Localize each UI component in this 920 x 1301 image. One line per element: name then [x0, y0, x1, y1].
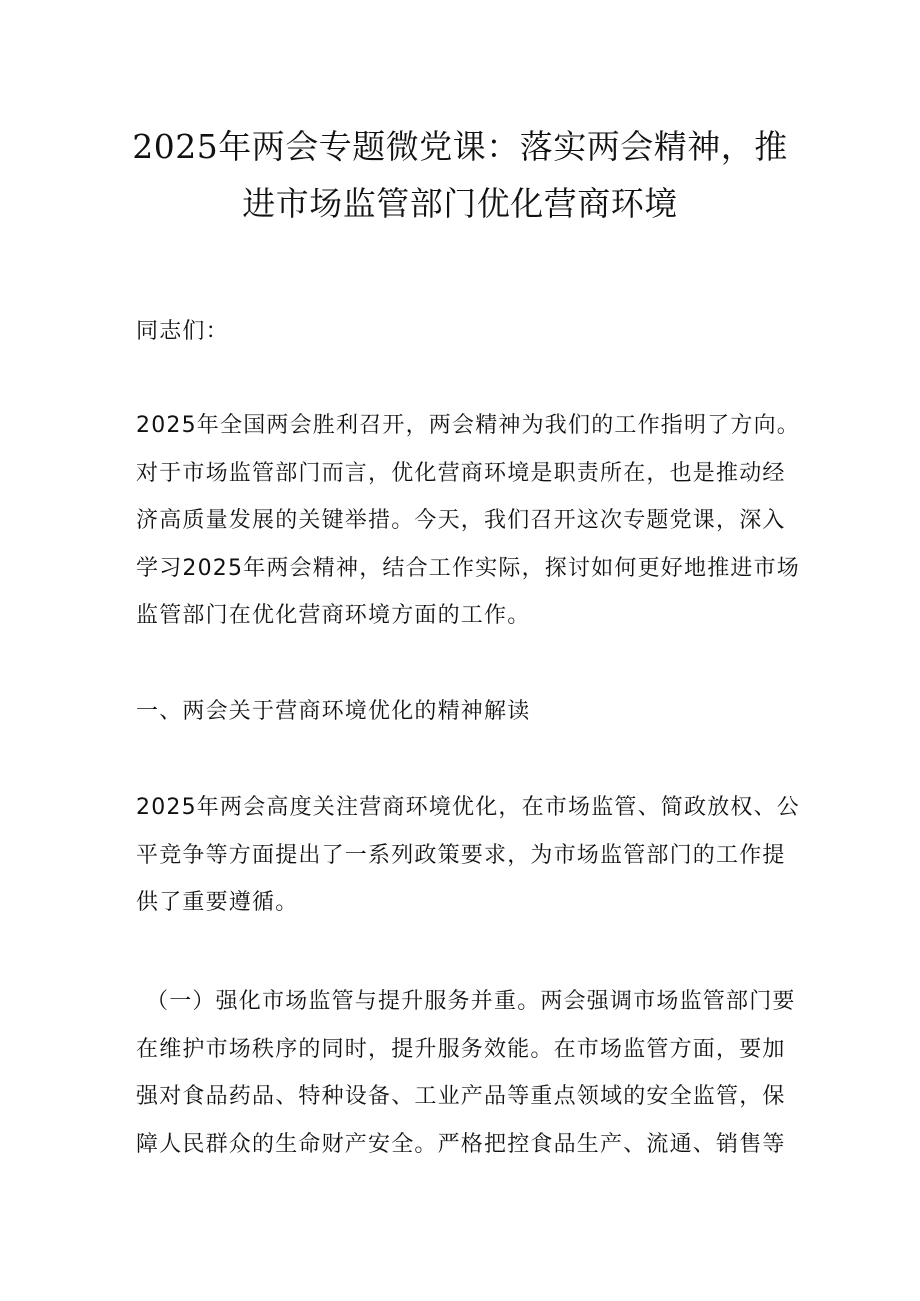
salutation — [136, 312, 796, 352]
paragraph-line: 监管部门在优化营商环境方面的工作。 — [136, 603, 531, 628]
paragraph-line: 学习2025年两会精神，结合工作实际，探讨如何更好地推进市场 — [136, 555, 800, 581]
title-line: 进市场监管部门优化营商环境 — [242, 184, 678, 223]
paragraph-line: 2025年全国两会胜利召开，两会精神为我们的工作指明了方向。 — [136, 413, 800, 438]
paragraph-line: 平竞争等方面提出了一系列政策要求，为市场监管部门的工作提 — [136, 842, 786, 868]
document-title — [120, 118, 800, 232]
paragraph-line: 障人民群众的生命财产安全。严格把控食品生产、流通、销售等 — [136, 1131, 786, 1157]
title-line: 2025年两会专题微党课：落实两会精神，推 — [132, 127, 788, 166]
subsection-paragraph — [136, 978, 796, 1168]
section-heading — [136, 692, 796, 732]
paragraph-line: 对于市场监管部门而言，优化营商环境是职责所在，也是推动经 — [136, 460, 786, 486]
paragraph-line: 2025年两会高度关注营商环境优化，在市场监管、简政放权、公 — [136, 795, 800, 820]
paragraph-line: 济高质量发展的关键举措。今天，我们召开这次专题党课，深入 — [136, 508, 786, 533]
paragraph-line: 在维护市场秩序的同时，提升服务效能。在市场监管方面，要加 — [136, 1036, 786, 1062]
paragraph-line: 供了重要遵循。 — [136, 890, 299, 915]
paragraph-line: 强对食品药品、特种设备、工业产品等重点领域的安全监管，保 — [136, 1084, 786, 1109]
intro-paragraph — [136, 402, 800, 640]
paragraph-line: （一）强化市场监管与提升服务并重。两会强调市场监管部门要 — [146, 989, 796, 1014]
section-paragraph — [136, 784, 800, 927]
section-heading-text: 一、两会关于营商环境优化的精神解读 — [136, 699, 531, 724]
salutation-text: 同志们： — [136, 319, 229, 344]
